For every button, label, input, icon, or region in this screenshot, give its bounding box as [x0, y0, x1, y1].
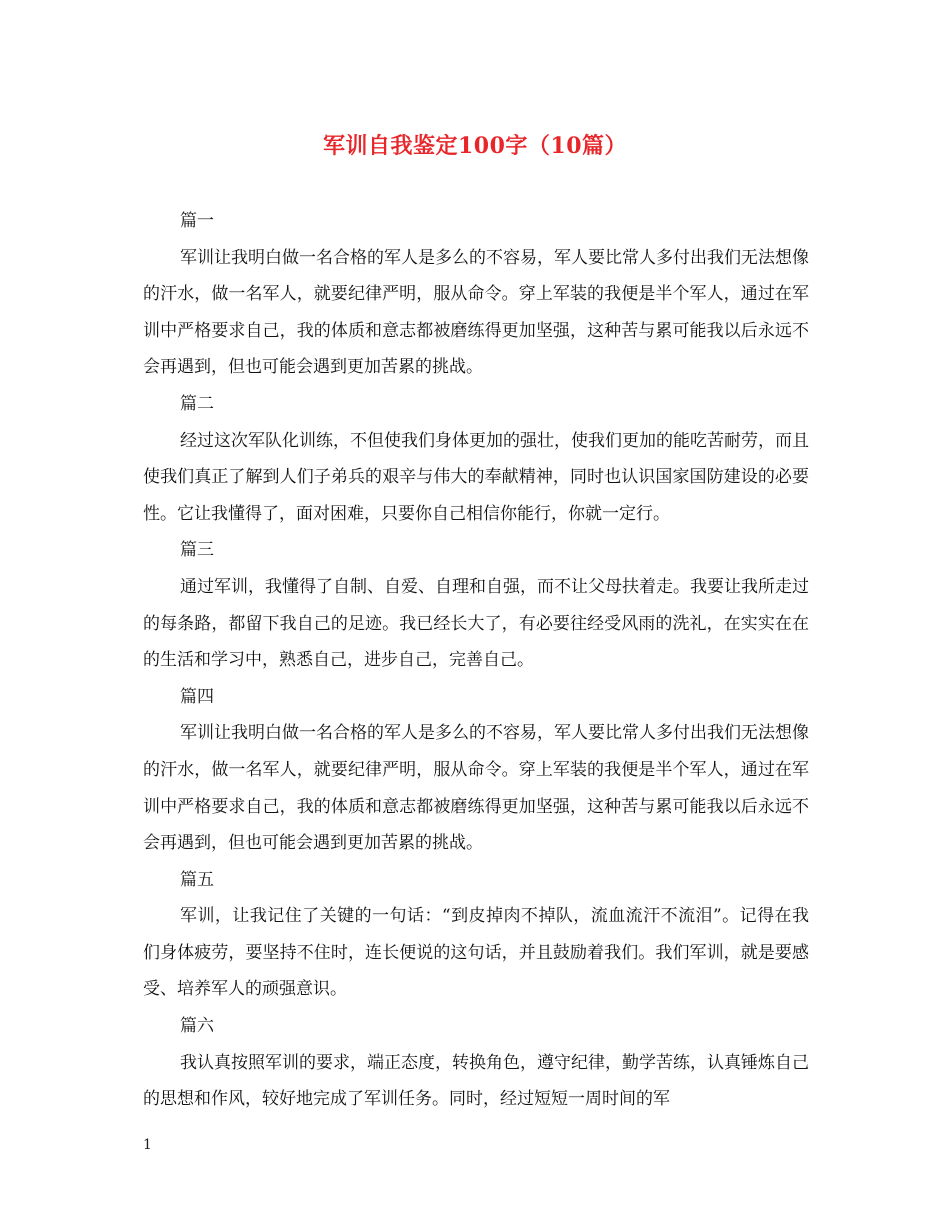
document-body — [143, 203, 809, 1118]
section-heading: 篇五 — [180, 869, 214, 890]
section-paragraph: 我认真按照军训的要求，端正态度，转换角色，遵守纪律，勤学苦练，认真锤炼自己的思想和作风，较好地完成了军训任务。同时，经过短短一周时间的军 — [143, 1052, 809, 1110]
section-paragraph: 通过军训，我懂得了自制、自爱、自理和自强，而不让父母扶着走。我要让我所走过的每条路，都留下我自己的足迹。我已经长大了，有必要往经受风雨的洗礼，在实实在在的生活和学习中，熟悉自己，进步自己，完善自己。 — [143, 576, 809, 671]
page-number: 1 — [143, 1137, 152, 1153]
document-title: 军训自我鉴定100字（10篇） — [322, 133, 628, 159]
section-2 — [143, 386, 809, 532]
section-6 — [143, 1008, 809, 1118]
section-paragraph: 军训让我明白做一名合格的军人是多么的不容易，军人要比常人多付出我们无法想像的汗水，做一名军人，就要纪律严明，服从命令。穿上军装的我便是半个军人，通过在军训中严格要求自己，我的体质和意志都被磨练得更加坚强，这种苦与累可能我以后永远不会再遇到，但也可能会遇到更加苦累的挑战。 — [143, 247, 809, 378]
section-heading: 篇三 — [180, 540, 214, 561]
section-3 — [143, 532, 809, 678]
section-paragraph: 军训，让我记住了关键的一句话：“到皮掉肉不掉队，流血流汗不流泪”。记得在我们身体疲劳，要坚持不住时，连长便说的这句话，并且鼓励着我们。我们军训，就是要感受、培养军人的顽强意识。 — [143, 906, 809, 1000]
section-heading: 篇二 — [180, 393, 214, 414]
section-4 — [143, 679, 809, 862]
section-1 — [143, 203, 809, 386]
section-paragraph: 军训让我明白做一名合格的军人是多么的不容易，军人要比常人多付出我们无法想像的汗水，做一名军人，就要纪律严明，服从命令。穿上军装的我便是半个军人，通过在军训中严格要求自己，我的体质和意志都被磨练得更加坚强，这种苦与累可能我以后永远不会再遇到，但也可能会遇到更加苦累的挑战。 — [143, 723, 809, 854]
section-heading: 篇四 — [180, 686, 214, 707]
section-5 — [143, 862, 809, 1008]
section-heading: 篇一 — [180, 211, 214, 231]
section-heading: 篇六 — [180, 1016, 214, 1037]
section-paragraph: 经过这次军队化训练，不但使我们身体更加的强壮，使我们更加的能吃苦耐劳，而且使我们真正了解到人们子弟兵的艰辛与伟大的奉献精神，同时也认识国家国防建设的必要性。它让我懂得了，面对困难，只要你自己相信你能行，你就一定行。 — [143, 430, 809, 524]
